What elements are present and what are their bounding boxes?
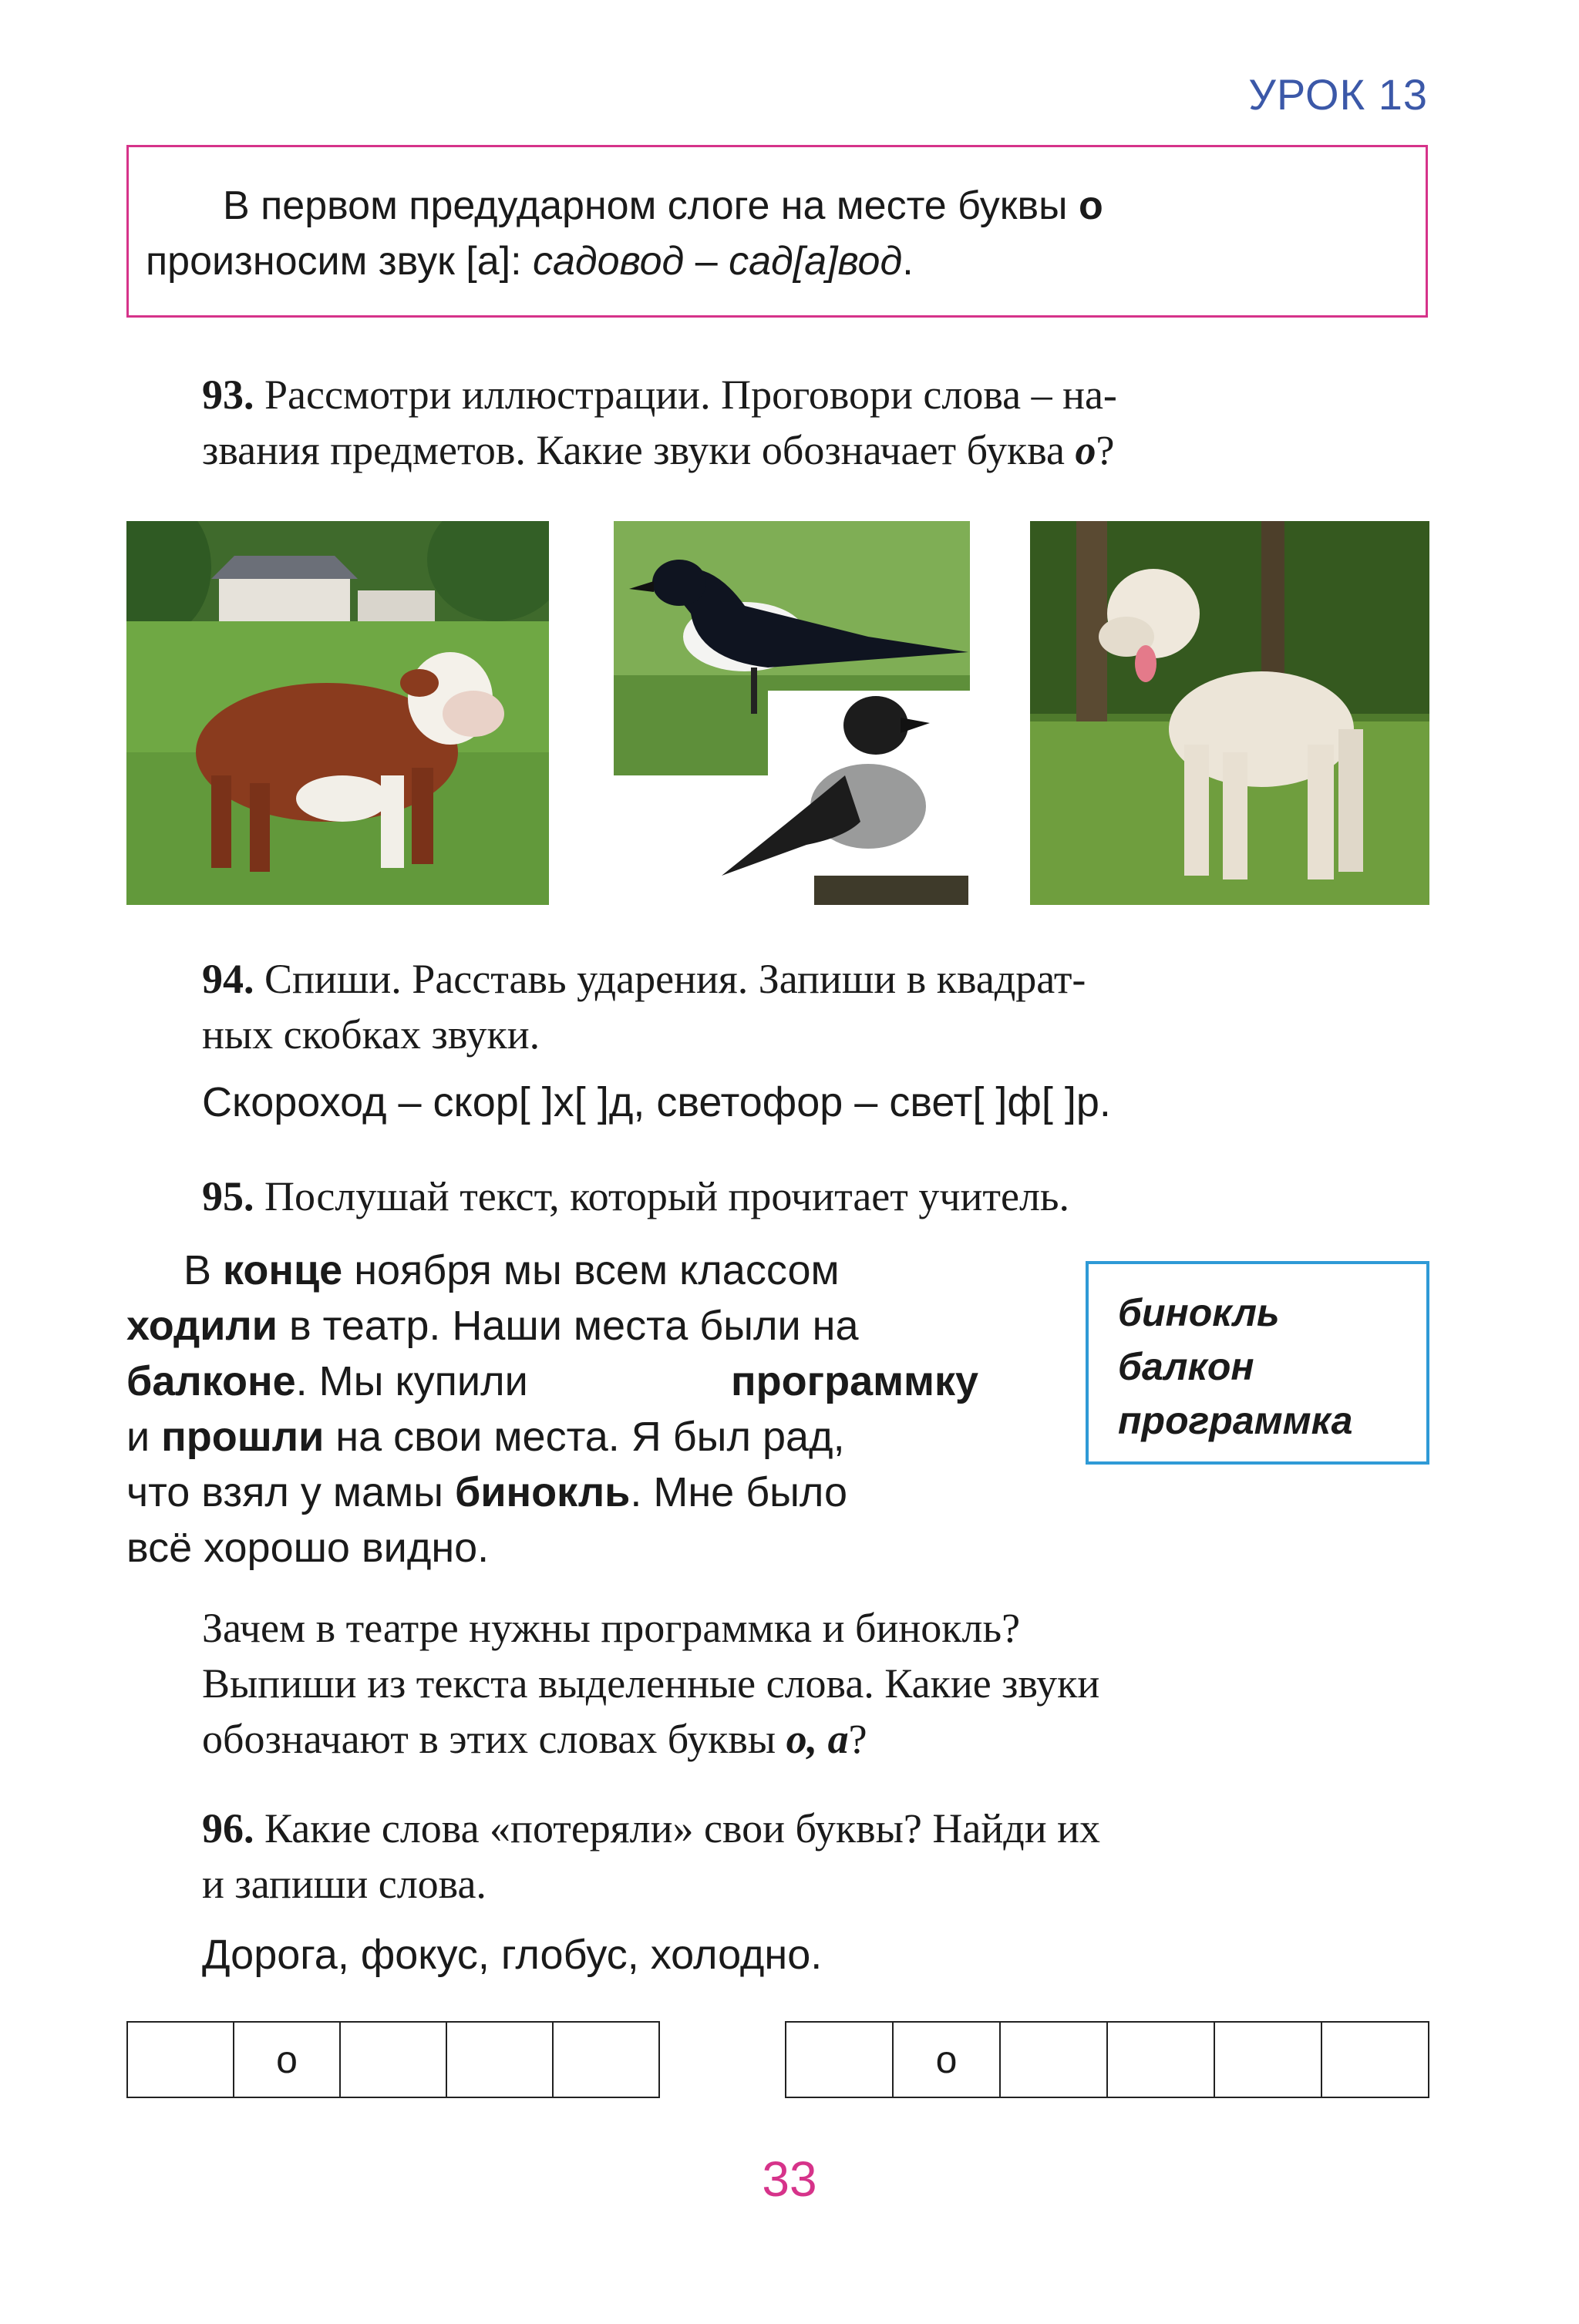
task-number: 93.	[202, 372, 254, 418]
highlighted-word: программку	[731, 1358, 979, 1404]
magpie-and-crow-photo	[614, 521, 970, 905]
task-96-line-1	[202, 1801, 1100, 1856]
task-number: 95.	[202, 1173, 254, 1219]
text-part: В	[183, 1247, 224, 1293]
highlighted-word: прошли	[161, 1414, 325, 1460]
highlighted-word: балконе	[126, 1358, 296, 1404]
task-93-line-1	[202, 367, 1117, 422]
task-94-line-1	[202, 951, 1086, 1007]
text-line-3-end	[731, 1354, 978, 1409]
text-line-1	[183, 1243, 840, 1298]
lesson-title: УРОК 13	[1248, 70, 1428, 119]
grid-cell[interactable]	[446, 2023, 552, 2097]
rule-box	[126, 145, 1428, 318]
grid-cell[interactable]	[128, 2023, 233, 2097]
task-text: звания предметов. Какие звуки обозначает буква	[202, 427, 1076, 473]
question-line-2: Выпиши из текста выделенные слова. Какие звуки	[202, 1660, 1100, 1707]
rule-letter: о	[1079, 183, 1103, 228]
page-number: 33	[762, 2151, 817, 2207]
grid-cell[interactable]	[1106, 2023, 1214, 2097]
vocab-word: программка	[1118, 1399, 1353, 1442]
task-text: обозначают в этих словах буквы	[202, 1716, 786, 1762]
text-part: на свои места. Я был рад,	[324, 1414, 845, 1460]
vocabulary-box	[1086, 1261, 1429, 1465]
text-part: всё хорошо видно.	[126, 1525, 490, 1571]
rule-example: садовод	[533, 239, 685, 284]
rule-dash: –	[684, 239, 729, 284]
task-letters: о, а	[786, 1716, 849, 1762]
grid-cell[interactable]	[552, 2023, 658, 2097]
grid-cell[interactable]	[339, 2023, 446, 2097]
highlighted-word: конце	[223, 1247, 343, 1293]
grid-cell[interactable]	[1214, 2023, 1321, 2097]
task-93-line-2	[202, 422, 1114, 478]
dog-photo	[1030, 521, 1429, 905]
text-line-6	[126, 1520, 489, 1576]
text-line-3	[126, 1354, 528, 1409]
task-96-line-2: и запиши слова.	[202, 1861, 486, 1907]
grid-cell[interactable]: о	[233, 2023, 339, 2097]
rule-line-1	[223, 178, 1103, 234]
rule-line-2	[146, 234, 914, 289]
grid-cell[interactable]: о	[892, 2023, 999, 2097]
task-number: 96.	[202, 1805, 254, 1851]
task-94-words: Скороход – скор[ ]х[ ]д, светофор – свет[ ]ф[ ]р.	[202, 1079, 1111, 1125]
vocab-word: балкон	[1118, 1345, 1254, 1388]
grid-cell[interactable]	[1321, 2023, 1428, 2097]
text-part: что взял у мамы	[126, 1469, 455, 1515]
task-letter: о	[1075, 427, 1096, 473]
text-part: ноября мы всем классом	[342, 1247, 840, 1293]
task-punct: ?	[1096, 427, 1115, 473]
highlighted-word: бинокль	[455, 1469, 631, 1515]
task-punct: ?	[848, 1716, 867, 1762]
highlighted-word: ходили	[126, 1303, 278, 1349]
task-text: Рассмотри иллюстрации. Проговори слова – на-	[264, 372, 1117, 418]
grid-cell[interactable]	[999, 2023, 1106, 2097]
rule-period: .	[902, 239, 914, 284]
cow-photo	[126, 521, 549, 905]
task-96-words: Дорога, фокус, глобус, холодно.	[202, 1932, 823, 1978]
text-part: и	[126, 1414, 162, 1460]
rule-text: В первом предударном слоге на месте буквы	[223, 183, 1079, 228]
text-line-4	[126, 1409, 845, 1465]
task-text: Какие слова «потеряли» свои буквы? Найди их	[264, 1805, 1101, 1851]
text-part: в театр. Наши места были на	[277, 1303, 859, 1349]
vocab-word: бинокль	[1118, 1291, 1280, 1334]
question-line-3	[202, 1711, 867, 1767]
question-line-1: Зачем в театре нужны программка и бинокль?	[202, 1605, 1021, 1651]
task-95-line-1	[202, 1169, 1069, 1224]
grid-cell[interactable]	[786, 2023, 892, 2097]
letter-grid-1	[126, 2021, 660, 2098]
task-text: ных скобках звуки.	[202, 1011, 540, 1058]
task-94-line-2	[202, 1007, 540, 1062]
task-text: Послушай текст, который прочитает учитель.	[264, 1173, 1070, 1219]
rule-transcription: сад[а]вод	[729, 239, 903, 284]
text-part: . Мы купили	[295, 1358, 528, 1404]
text-line-2	[126, 1298, 859, 1354]
text-line-5	[126, 1465, 847, 1520]
rule-text-2: произносим звук [а]:	[146, 239, 533, 284]
letter-grid-2	[785, 2021, 1429, 2098]
text-part: . Мне было	[630, 1469, 848, 1515]
task-number: 94.	[202, 956, 254, 1002]
task-text: Спиши. Расставь ударения. Запиши в квадрат-	[264, 956, 1086, 1002]
